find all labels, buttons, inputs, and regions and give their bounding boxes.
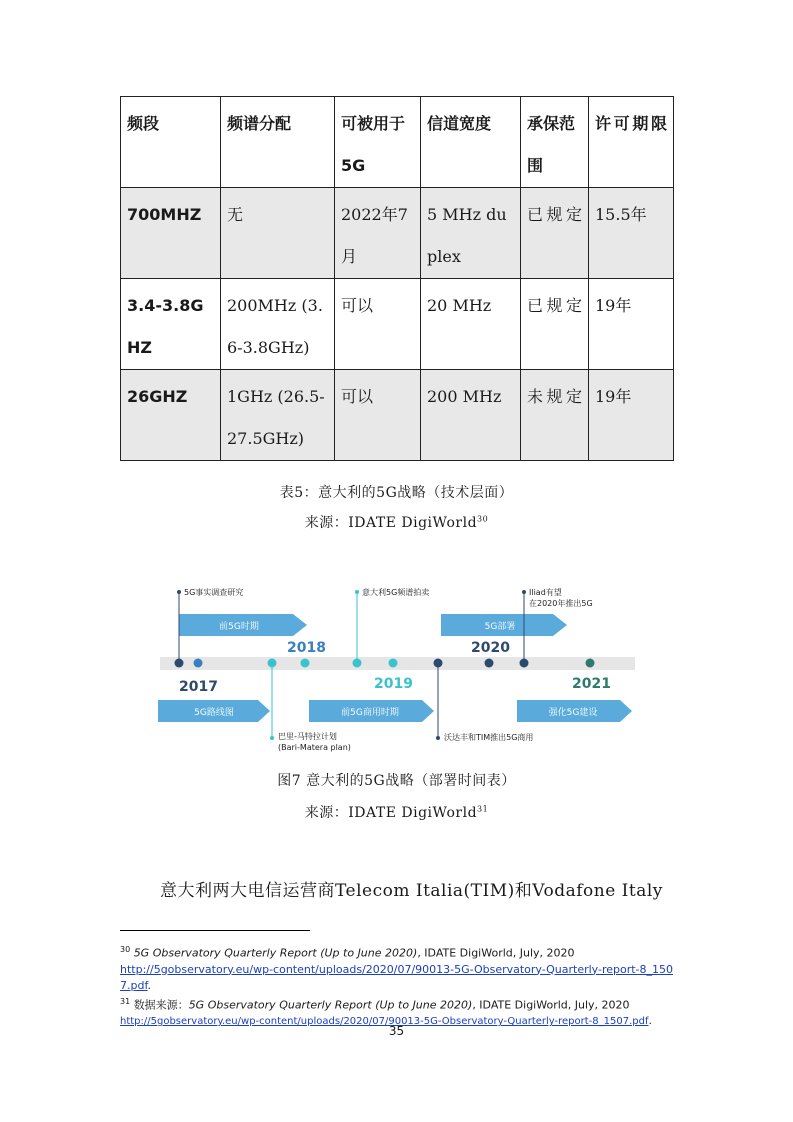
timeline-dot (268, 659, 277, 668)
year-label: 2017 (179, 679, 218, 695)
year-label: 2018 (287, 640, 326, 656)
year-label: 2019 (374, 676, 413, 692)
footnote-ref: 30 (477, 514, 489, 524)
table-row (121, 279, 674, 370)
footnote-link[interactable]: http://5gobservatory.eu/wp-content/uploads/2020/07/90013-5G-Observatory-Quarterly-report-8_1507.pdf (120, 1016, 649, 1028)
endpoint-dot (270, 736, 274, 740)
header-cell: 承保范围 (521, 97, 589, 188)
header-cell: 频谱分配 (221, 97, 335, 188)
table-cell: 200 MHz (421, 370, 521, 461)
event-label: 5G事实调查研究 (184, 588, 244, 597)
footnote-title: 5G Observatory Quarterly Report (Up to June 2020) (133, 946, 418, 960)
endpoint-dot (177, 590, 181, 594)
timeline-dot (389, 659, 398, 668)
header-cell: 许可期限 (589, 97, 674, 188)
arrow-label: 5G部署 (484, 622, 516, 632)
timeline-dot (175, 659, 184, 668)
table-cell: 未规定 (521, 370, 589, 461)
table-cell: 26GHZ (121, 370, 221, 461)
timeline-dot (485, 659, 494, 668)
footnote (120, 942, 680, 994)
table-cell: 3.4-3.8GHZ (121, 279, 221, 370)
table-cell: 1GHz (26.5-27.5GHz) (221, 370, 335, 461)
spectrum-table (120, 96, 674, 461)
timeline-dot (434, 659, 443, 668)
arrow-label: 前5G商用时期 (341, 708, 399, 718)
arrow-label: 前5G时期 (219, 622, 259, 632)
table-cell: 2022年7月 (335, 188, 421, 279)
timeline-dot (194, 659, 203, 668)
footnote-publisher: , IDATE DigiWorld, July, 2020 (472, 998, 630, 1012)
footnote-divider (120, 930, 310, 931)
figure-source-text: 来源：IDATE DigiWorld (304, 805, 478, 821)
year-label: 2020 (471, 640, 510, 656)
table-cell: 可以 (335, 279, 421, 370)
arrow-label: 强化5G建设 (548, 708, 598, 718)
footnote-title: 5G Observatory Quarterly Report (Up to June 2020) (188, 998, 473, 1012)
year-label: 2021 (572, 676, 611, 692)
footnote-ref: 31 (477, 804, 489, 814)
timeline-dot (301, 659, 310, 668)
page-number: 35 (388, 1024, 405, 1038)
endpoint-dot (355, 590, 359, 594)
timeline-dot (520, 659, 529, 668)
header-cell: 信道宽度 (421, 97, 521, 188)
footnote-suffix: . (648, 1014, 652, 1028)
event-label: 意大利5G频谱拍卖 (362, 588, 430, 597)
endpoint-dot (436, 736, 440, 740)
footnote-number: 31 (120, 996, 131, 1006)
table-cell: 5 MHz duplex (421, 188, 521, 279)
table-row (121, 370, 674, 461)
footnote-suffix: . (147, 978, 152, 992)
footnote-prefix: 数据来源： (133, 998, 189, 1012)
header-cell: 频段 (121, 97, 221, 188)
footnote-publisher: , IDATE DigiWorld, July, 2020 (417, 946, 575, 960)
table-cell: 已规定 (521, 188, 589, 279)
table-cell: 可以 (335, 370, 421, 461)
timeline-dot (353, 659, 362, 668)
event-label: 沃达丰和TIM推出5G商用 (444, 733, 534, 742)
body-paragraph: 意大利两大电信运营商Telecom Italia(TIM)和Vodafone Italy (160, 881, 663, 901)
table-caption: 表5：意大利的5G战略（技术层面） (279, 485, 514, 501)
table-row (121, 188, 674, 279)
figure-source (0, 802, 793, 822)
table-header-row (121, 97, 674, 188)
event-label: 在2020年推出5G (529, 599, 593, 608)
event-label: 巴里-马特拉计划 (278, 732, 337, 741)
timeline-dot (586, 659, 595, 668)
table-source-text: 来源：IDATE DigiWorld (304, 515, 478, 531)
endpoint-dot (522, 590, 526, 594)
table-cell: 200MHz (3.6-3.8GHz) (221, 279, 335, 370)
arrow-label: 5G路线图 (194, 708, 234, 718)
header-cell: 可被用于5G (335, 97, 421, 188)
timeline-figure (155, 580, 645, 760)
event-label: Iliad有望 (529, 588, 562, 597)
table-cell: 19年 (589, 279, 674, 370)
table-cell: 700MHZ (121, 188, 221, 279)
timeline-track (160, 657, 635, 670)
footnote-link[interactable]: http://5gobservatory.eu/wp-content/uploads/2020/07/90013-5G-Observatory-Quarterly-report-8_1507.pdf (120, 962, 674, 992)
table-source (0, 512, 793, 532)
footnote-number: 30 (120, 945, 131, 954)
table-cell: 15.5年 (589, 188, 674, 279)
figure-caption: 图7 意大利的5G战略（部署时间表） (277, 773, 516, 789)
table-cell: 19年 (589, 370, 674, 461)
table-cell: 无 (221, 188, 335, 279)
footnotes (120, 942, 680, 1030)
table-cell: 20 MHz (421, 279, 521, 370)
table-cell: 已规定 (521, 279, 589, 370)
event-label: (Bari-Matera plan) (278, 743, 351, 752)
